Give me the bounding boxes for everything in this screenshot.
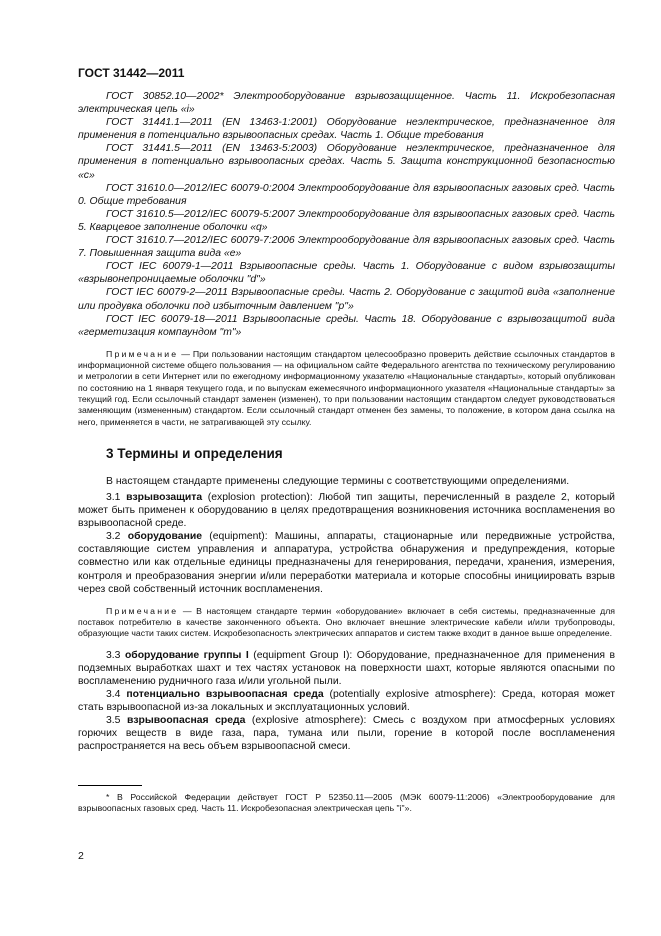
term-name: взрывозащита <box>126 491 203 503</box>
section-intro: В настоящем стандарте применены следующие термины с соответствующими определениями. <box>106 475 570 487</box>
term-text: (potentially explosive atmosphere): Среда, которая может стать взрывоопасной из-за локальных и эксплуатационных условий. <box>78 688 615 713</box>
term-text: (explosion protection): Любой тип защиты, перечисленный в разделе 2, который может быть применен к оборудованию в целях предотвращения возникновения источника воспламенения во взрывоопасной среде. <box>78 491 615 530</box>
footnote-text: * В Российской Федерации действует ГОСТ Р 52350.11—2005 (МЭК 60079-11:2006) «Электрооборудование для взрывоопасных газовых сред. Часть 11. Искробезопасная электрическая цепь "i"». <box>78 792 615 814</box>
reference-item: ГОСТ 31610.7—2012/IEC 60079-7:2006 Электрооборудование для взрывоопасных газовых сред. Часть 7. Повышенная защита вида «е» <box>78 235 615 260</box>
term-number: 3.4 <box>106 688 121 700</box>
reference-item: ГОСТ 31610.0—2012/IEC 60079-0:2004 Электрооборудование для взрывоопасных газовых сред. Часть 0. Общие требования <box>78 182 615 207</box>
reference-item: ГОСТ IEC 60079-1—2011 Взрывоопасные среды. Часть 1. Оборудование с видом взрывозащиты «взрывонепроницаемые оболочки "d"» <box>78 261 615 286</box>
note-paragraph <box>78 606 615 640</box>
term-text: (equipment): Машины, аппараты, стационарные или передвижные устройства, составляющие систем управления и аппаратура, устройства обнаружения и предупреждения, которые совместно или как отдельные единицы предназначены для генерирования, передачи, хранения, измерения, контроля и преобразования энергии и/или переработки материала и которые способны инициировать взрыв через свой собственный источник воспламенения. <box>78 531 616 595</box>
page-number: 2 <box>78 850 84 862</box>
term-definition <box>78 714 615 753</box>
term-name: взрывоопасная среда <box>126 715 246 727</box>
term-definition <box>78 491 615 530</box>
term-name: потенциально взрывоопасная среда <box>126 688 324 700</box>
reference-item: ГОСТ 31441.5—2011 (EN 13463-5:2003) Оборудование неэлектрическое, предназначенное для применения в потенциально взрывоопасных средах. Часть 5. Защита конструкционной безопасностью «с» <box>78 143 615 181</box>
term-name: оборудование <box>127 531 203 543</box>
reference-item: ГОСТ IEC 60079-2—2011 Взрывоопасные среды. Часть 2. Оборудование с защитой вида «заполнение или продувка оболочки под избыточным давлением "р"» <box>78 287 615 312</box>
note-text: — При пользовании настоящим стандартом целесообразно проверить действие ссылочных стандартов в информационной системе общего пользования — на официальном сайте Федерального агентства по техническому регулированию и метрологии в сети Интернет или по ежегодному информационному указателю «Национальные стандарты», который опубликован по состоянию на 1 января текущего года, и по выпускам ежемесячного информационного указателя «Национальные стандарты» за текущий год. Если ссылочный стандарт заменен (изменен), то при пользовании настоящим стандартом следует руководствоваться заменяющим (измененным) стандартом. Если ссылочный стандарт отменен без замены, то положение, в котором дана ссылка на него, применяется в части, не затрагивающей эту ссылку. <box>78 348 615 427</box>
term-number: 3.3 <box>106 649 121 661</box>
note-text: — В настоящем стандарте термин «оборудование» включает в себя системы, предназначенные для поставок потребителю в качестве законченного объекта. Оно включает внешние электрические кабели и/или трубопроводы, образующие части таких систем. Искробезопасность электрических аппаратов и систем также входит в данное выше определение. <box>78 605 616 639</box>
reference-item: ГОСТ 31610.5—2012/IEC 60079-5:2007 Электрооборудование для взрывоопасных газовых сред. Часть 5. Кварцевое заполнение оболочки «q» <box>78 208 615 233</box>
term-definition <box>78 688 615 714</box>
section-title: 3 Термины и определения <box>106 445 283 461</box>
term-number: 3.1 <box>106 491 121 503</box>
term-name: оборудование группы I <box>124 649 249 661</box>
reference-list <box>78 90 615 753</box>
footnote-divider <box>78 785 142 786</box>
note-paragraph <box>78 349 615 428</box>
footnote <box>78 792 615 815</box>
note-label: Примечание <box>106 605 179 616</box>
term-number: 3.2 <box>106 531 121 543</box>
document-header: ГОСТ 31442—2011 <box>78 66 185 80</box>
term-definition <box>78 530 615 595</box>
reference-item: ГОСТ 30852.10—2002* Электрооборудование взрывозащищенное. Часть 11. Искробезопасная электрическая цепь «i» <box>78 91 615 116</box>
note-label: Примечание <box>106 348 179 359</box>
term-definition <box>78 649 615 688</box>
reference-item: ГОСТ IEC 60079-18—2011 Взрывоопасные среды. Часть 18. Оборудование с взрывозащитой вида «герметизация компаундом "m"» <box>78 313 615 338</box>
term-number: 3.5 <box>106 715 121 727</box>
reference-item: ГОСТ 31441.1—2011 (EN 13463-1:2001) Оборудование неэлектрическое, предназначенное для применения в потенциально взрывоопасных средах. Часть 1. Общие требования <box>78 117 615 142</box>
term-text: (equipment Group I): Оборудование, предназначенное для применения в подземных выработках шахт и тех частях установок на поверхности шахт, которые являются опасными по воспламенению рудничного газа и/или угольной пыли. <box>78 649 615 687</box>
term-text: (explosive atmosphere): Смесь с воздухом при атмосферных условиях горючих веществ в виде газа, пара, тумана или пыли, горение в которой после воспламенения распространяется на весь объем взрывоопасной смеси. <box>78 715 615 753</box>
